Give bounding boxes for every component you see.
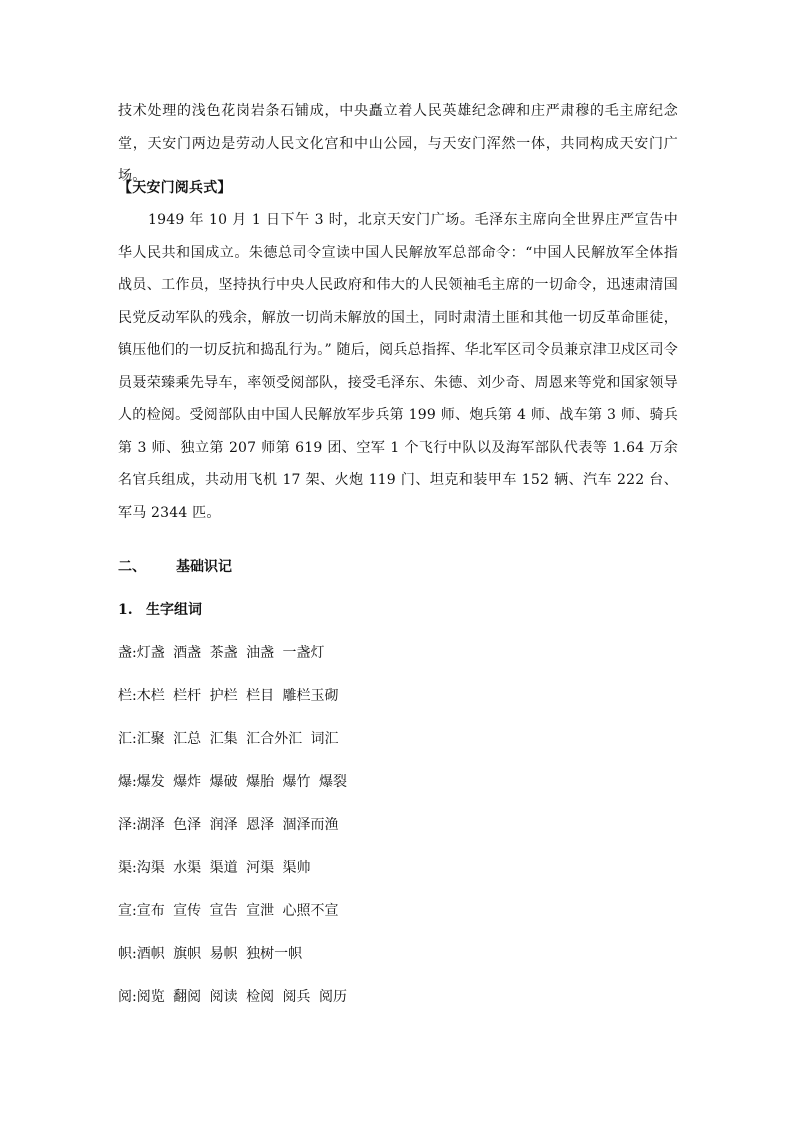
intro-paragraph: 技术处理的浅色花岗岩条石铺成，中央矗立着人民英雄纪念碑和庄严肃穆的毛主席纪念堂，天安门两边是劳动人民文化宫和中山公园，与天安门浑然一体，共同构成天安门广场。 [118,103,678,184]
word-combinations: 阅览 翻阅 阅读 检阅 阅兵 阅历 [136,989,347,1005]
word-colon: : [132,989,137,1005]
word-colon: : [132,860,137,876]
word-combinations: 酒帜 旗帜 易帜 独树一帜 [136,946,303,962]
word-char: 宣 [118,903,132,919]
word-char: 盏 [118,645,132,661]
word-colon: : [132,946,137,962]
word-char: 汇 [118,731,132,747]
review-heading: 【天安门阅兵式】 [118,180,232,196]
word-list [118,637,347,1024]
word-row [118,680,347,723]
word-row [118,938,347,981]
word-combinations: 灯盏 酒盏 茶盏 油盏 一盏灯 [136,645,325,661]
word-char: 栏 [118,688,132,704]
word-char: 泽 [118,817,132,833]
word-row [118,637,347,680]
word-row [118,809,347,852]
section-heading [118,551,232,583]
subsection-number: 1. [118,602,133,618]
word-row [118,981,347,1024]
word-combinations: 湖泽 色泽 润泽 恩泽 涸泽而渔 [136,817,339,833]
word-combinations: 沟渠 水渠 渠道 河渠 渠帅 [136,860,311,876]
word-char: 渠 [118,860,132,876]
review-paragraph: 1949 年 10 月 1 日下午 3 时，北京天安门广场。毛泽东主席向全世界庄严宣告中华人民共和国成立。朱德总司令宣读中国人民解放军总部命令：“中国人民解放军全体指战员、工作员，坚持执行中央人民政府和伟大的人民领袖毛主席的一切命令，迅速肃清国民党反动军队的残余，解放一切尚未解放的国土，同时肃清土匪和其他一切反革命匪徒，镇压他们的一切反抗和捣乱行为。” 随后，阅兵总指挥、华北军区司令员兼京津卫戍区司令员聂荣臻乘先导车，率领受阅部队，接受毛泽东、朱德、刘少奇、周恩来等党和国家领导人的检阅。受阅部队由中国人民解放军步兵第 199 师、炮兵第 4 师、战车第 3 师、骑兵第 3 师、独立第 207 师第 619 团、空军 1 个飞行中队以及海军部队代表等 1.64 万余名官兵组成，共动用飞机 17 架、火炮 119 门、坦克和装甲车 152 辆、汽车 222 台、军马 2344 匹。 [118,212,678,521]
subsection-title: 生字组词 [146,602,202,618]
word-colon: : [132,731,137,747]
word-char: 爆 [118,774,132,790]
subsection-heading [118,594,202,626]
word-char: 帜 [118,946,132,962]
section-title: 基础识记 [176,559,232,575]
word-row [118,766,347,809]
word-colon: : [132,774,137,790]
word-combinations: 爆发 爆炸 爆破 爆胎 爆竹 爆裂 [136,774,347,790]
word-combinations: 宣布 宣传 宣告 宣泄 心照不宣 [136,903,339,919]
word-colon: : [132,645,137,661]
word-row [118,852,347,895]
word-colon: : [132,688,137,704]
word-row [118,895,347,938]
word-colon: : [132,903,137,919]
word-combinations: 汇聚 汇总 汇集 汇合外汇 词汇 [136,731,339,747]
word-combinations: 木栏 栏杆 护栏 栏目 雕栏玉砌 [136,688,339,704]
word-char: 阅 [118,989,132,1005]
word-row [118,723,347,766]
section-number: 二、 [118,559,146,575]
word-colon: : [132,817,137,833]
